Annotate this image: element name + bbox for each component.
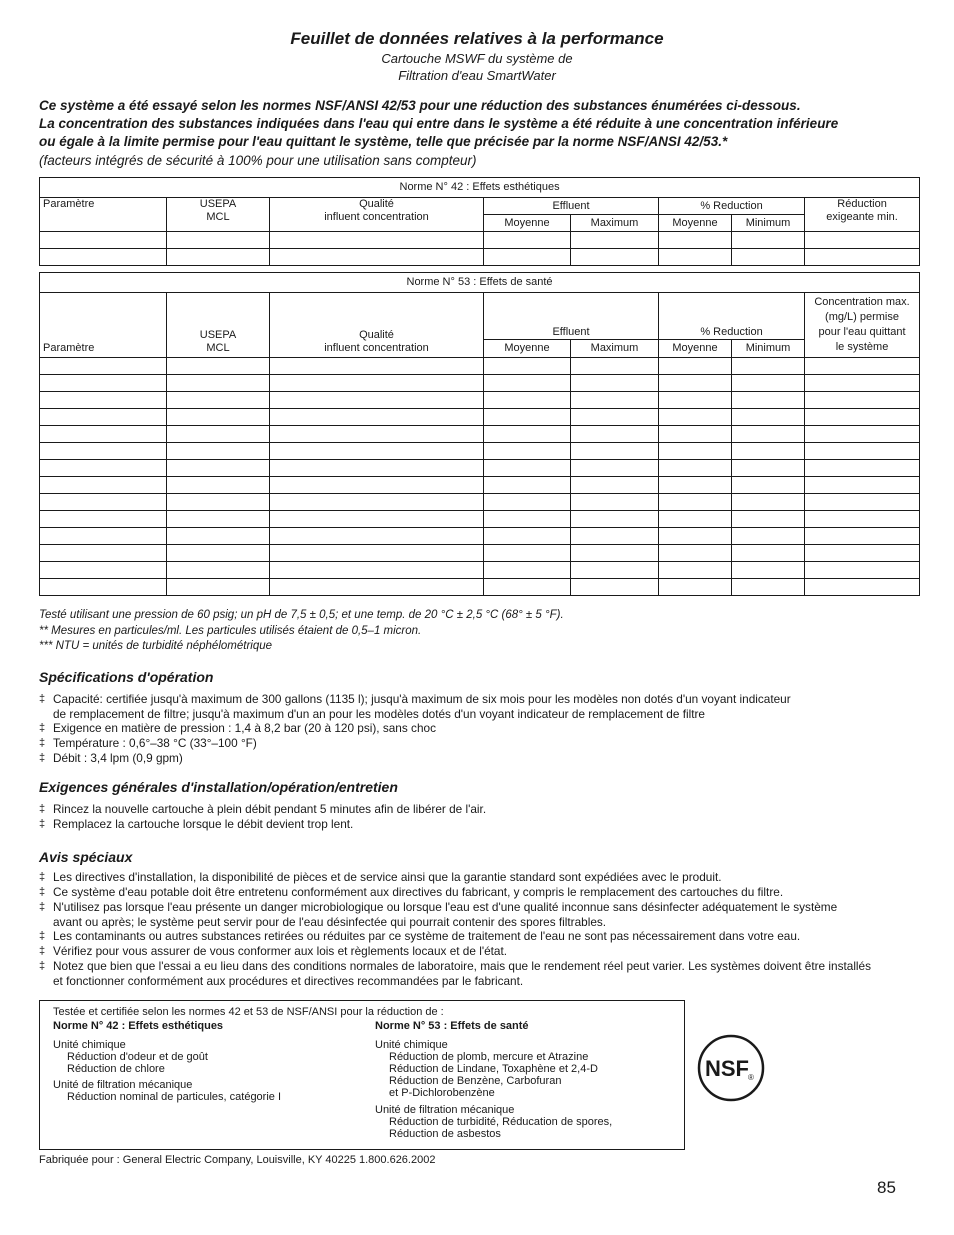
page-title: Feuillet de données relatives à la performance (290, 29, 664, 48)
table-cell (805, 494, 920, 511)
table-cell (484, 545, 571, 562)
table-cell (40, 579, 167, 596)
cert-right-chem-item: Réduction de Benzène, Carbofuran (389, 1075, 562, 1087)
table-cell (484, 460, 571, 477)
table-cell (571, 477, 659, 494)
table-cell (40, 375, 167, 392)
table-cell (732, 426, 805, 443)
table-row (40, 358, 920, 375)
table-cell (270, 358, 484, 375)
table-cell (484, 375, 571, 392)
page: Feuillet de données relatives à la performance Cartouche MSWF du système de Filtration d'eau SmartWater Ce système a été essayé selon les normes NSF/ANSI 42/53 pour une réduction des substances énumérées ci-dessous. La concentration des substances indiquées dans l'eau qui entre dans le système a été réduite à une concentration inférieure ou égale à la limite permise pour l'eau quittant le système, telle que précisée par la norme NSF/ANSI 42/53.* (facteurs intégrés de sécurité à 100% pour une utilisation sans compteur) Norme N° 42 : Effets esthétiques Paramètre USEPA MCL Qualité influent concentration Effluent % Reduction Réduction exigeante min. Moyenne Maximum Moyenne Minimum Norme N° 53 : Effets de santé Paramètre USEPA MCL Qualité influent concentration Effluent % Reduction Concentration max. (mg/L) permise pour l'eau quittant le système Moyenne Maximum Moyenne Minimum Testé utilisant une pression de 60 psig; un pH de 7,5 ± 0,5; et une temp. de 20 °C ± 2,5 °C (68° ± 5 °F). ** Mesures en particules/ml. Les particules utilisés étaient de 0,5–1 micron. *** NTU = unités de turbidité néphélométrique Spécifications d'opération ‡ Capacité: certifiée jusqu'à maximum de 300 gallons (1135 l); jusqu'à maximum de six mois pour les modèles non dotés d'un voyant indicateur de remplacement de filtre; jusqu'à maximum d'un an pour les modèles dotés d'un voyant indicateur de remplacement de filtre ‡ Exigence en matière de pression : 1,4 à 8,2 bar (20 à 120 psi), sans choc ‡ Température : 0,6°–38 °C (33°–100 °F) ‡ Débit : 3,4 lpm (0,9 gpm) Exigences générales d'installation/opération/entretien ‡ Rincez la nouvelle cartouche à plein débit pendant 5 minutes afin de libérer de l'air. ‡ Remplacez la cartouche lorsque le débit devient trop lent. Avis spéciaux ‡ Les directives d'installation, la disponibilité de pièces et de service ainsi que la garantie standard sont expédiées avec le produit. ‡ Ce système d'eau potable doit être entretenu conformément aux directives du fabricant, y compris le remplacement des cartouches du filtre. ‡ N'utilisez pas lorsque l'eau présente un danger microbiologique ou lorsque l'eau est d'une qualité inconnue sans désinfecter adéquatement le système avant ou après; le système peut servir pour de l'eau désinfectée qui pourrait contenir des spores filtrables. ‡ Les contaminants ou autres substances retirées ou réduites par ce système de traitement de l'eau ne sont pas nécessairement dans votre eau. ‡ Vérifiez pour vous assurer de vous conformer aux lois et règlements locaux et de l'état. ‡ Notez que bien que l'essai a eu lieu dans des conditions normales de laboratoire, mais que le rendement réel peut varier. Les systèmes doivent être installés et fonctionner conformément aux procédures et directives recommandées par le fabricant. Testée et certifiée selon les normes 42 et 53 de NSF/ANSI pour la réduction de : Norme N° 42 : Effets esthétiques Unité chimique Réduction d'odeur et de goût Réduction de chlore Unité de filtration mécanique Réduction nominal de particules, catégorie I Norme N° 53 : Effets de santé Unité chimique Réduction de plomb, mercure et Atrazine Réduction de Lindane, Toxaphène et 2,4-D Réduction de Benzène, Carbofuran et P-Dichlorobenzène Unité de filtration mécanique Réduction de turbidité, Réducation de spores, Réduction de asbestos NSF ® Fabriquée pour : General Electric Company, Louisville, KY 40225 1.800.626.2002 85 (0, 0, 954, 1235)
table-cell (805, 443, 920, 460)
svg-text:NSF: NSF (705, 1056, 749, 1081)
table-row (40, 477, 920, 494)
table-cell (40, 426, 167, 443)
table-cell (732, 375, 805, 392)
table-cell (484, 426, 571, 443)
header-minimum: Minimum (732, 340, 805, 358)
table-cell (805, 477, 920, 494)
table-cell (732, 409, 805, 426)
table-cell (659, 562, 732, 579)
table-cell (659, 477, 732, 494)
table-row (40, 443, 920, 460)
table-standard-42 (39, 177, 920, 266)
table-row (40, 392, 920, 409)
table-cell (571, 528, 659, 545)
cert-left-chem: Unité chimique (53, 1039, 126, 1051)
cert-right-mech-item: Réduction de turbidité, Réducation de spores, (389, 1116, 613, 1128)
table-cell (732, 477, 805, 494)
table-standard-53 (39, 272, 920, 596)
table-cell (805, 511, 920, 528)
table-cell (270, 392, 484, 409)
table-cell (40, 392, 167, 409)
table-cell (167, 249, 270, 266)
table-row (40, 494, 920, 511)
list-item: ‡ Capacité: certifiée jusqu'à maximum de 300 gallons (1135 l); jusqu'à maximum de six mois pour les modèles non dotés d'un voyant indicateur de remplacement de filtre; jusqu'à maximum d'un an pour les modèles dotés d'un voyant indicateur de remplacement de filtre (39, 692, 791, 721)
header-effluent: Effluent (484, 293, 659, 340)
header-parameter: Paramètre (40, 198, 167, 232)
intro-line2: La concentration des substances indiquées dans l'eau qui entre dans le système a été réduite à une concentration inférieure (39, 116, 839, 131)
table-cell (167, 443, 270, 460)
header-quality: Qualité influent concentration (270, 293, 484, 358)
table-cell (484, 494, 571, 511)
table-cell (40, 545, 167, 562)
table-row (40, 460, 920, 477)
table-cell (571, 232, 659, 249)
table-title: Norme N° 42 : Effets esthétiques (40, 178, 920, 198)
table-row (40, 426, 920, 443)
cert-left-heading: Norme N° 42 : Effets esthétiques (53, 1020, 224, 1032)
table-cell (732, 392, 805, 409)
table-cell (732, 579, 805, 596)
table-cell (571, 545, 659, 562)
cert-left-chem-item: Réduction de chlore (67, 1063, 165, 1075)
table-cell (40, 562, 167, 579)
table-row (40, 528, 920, 545)
table-cell (571, 494, 659, 511)
table-cell (659, 375, 732, 392)
table-row (40, 511, 920, 528)
header-average: Moyenne (484, 340, 571, 358)
table-cell (659, 392, 732, 409)
table-cell (659, 494, 732, 511)
table-cell (805, 409, 920, 426)
table-cell (270, 409, 484, 426)
header-average: Moyenne (659, 340, 732, 358)
table-cell (270, 443, 484, 460)
dagger-bullet: ‡ (39, 722, 46, 734)
table-cell (732, 562, 805, 579)
section-heading-notices: Avis spéciaux (39, 849, 133, 865)
table-cell (167, 409, 270, 426)
page-number: 85 (877, 1178, 896, 1197)
section-heading-installation: Exigences générales d'installation/opération/entretien (39, 779, 398, 795)
dagger-bullet: ‡ (39, 818, 46, 830)
table-cell (484, 249, 571, 266)
table-cell (167, 375, 270, 392)
table-cell (659, 511, 732, 528)
table-cell (805, 249, 920, 266)
header-average: Moyenne (484, 215, 571, 232)
table-cell (659, 460, 732, 477)
table-cell (484, 579, 571, 596)
table-cell (571, 375, 659, 392)
table-cell (571, 579, 659, 596)
header-usepa: USEPA MCL (167, 293, 270, 358)
table-cell (40, 494, 167, 511)
dagger-bullet: ‡ (39, 752, 46, 764)
table-cell (732, 460, 805, 477)
table-row (40, 232, 920, 249)
table-row (40, 562, 920, 579)
table-cell (571, 409, 659, 426)
table-cell (659, 232, 732, 249)
table-cell (270, 460, 484, 477)
table-row (40, 409, 920, 426)
table-cell (167, 528, 270, 545)
table-cell (167, 562, 270, 579)
header-reduction: % Reduction (659, 198, 805, 215)
cert-left-mech: Unité de filtration mécanique (53, 1079, 193, 1091)
table-cell (571, 562, 659, 579)
table-cell (484, 232, 571, 249)
table-cell (659, 528, 732, 545)
table-cell (484, 443, 571, 460)
table-cell (40, 249, 167, 266)
table-cell (40, 232, 167, 249)
page-subtitle-line1: Cartouche MSWF du système de (381, 51, 573, 66)
table-cell (805, 232, 920, 249)
table-cell (571, 392, 659, 409)
table-cell (40, 528, 167, 545)
table-cell (732, 358, 805, 375)
table-cell (484, 562, 571, 579)
table-cell (484, 528, 571, 545)
table-cell (270, 528, 484, 545)
table-cell (167, 494, 270, 511)
table-cell (40, 477, 167, 494)
table-cell (167, 392, 270, 409)
page-subtitle-line2: Filtration d'eau SmartWater (398, 68, 556, 83)
dagger-bullet: ‡ (39, 901, 46, 913)
cert-right-chem: Unité chimique (375, 1039, 448, 1051)
table-cell (732, 249, 805, 266)
footnote-particles: ** Mesures en particules/ml. Les particules utilisés étaient de 0,5–1 micron. (39, 625, 422, 637)
dagger-bullet: ‡ (39, 960, 46, 972)
table-cell (270, 511, 484, 528)
table-cell (571, 358, 659, 375)
header-maximum: Maximum (571, 215, 659, 232)
table-cell (40, 409, 167, 426)
svg-text:®: ® (748, 1073, 754, 1082)
cert-right-chem-item: et P-Dichlorobenzène (389, 1087, 495, 1099)
table-cell (805, 460, 920, 477)
table-cell (40, 443, 167, 460)
table-cell (167, 545, 270, 562)
cert-left-mech-item: Réduction nominal de particules, catégorie I (67, 1091, 282, 1103)
nsf-logo (697, 1034, 765, 1102)
cert-intro: Testée et certifiée selon les normes 42 et 53 de NSF/ANSI pour la réduction de : (53, 1006, 444, 1018)
table-cell (571, 443, 659, 460)
table-cell (571, 511, 659, 528)
table-cell (659, 249, 732, 266)
cert-right-mech-item: Réduction de asbestos (389, 1128, 501, 1140)
table-cell (270, 545, 484, 562)
dagger-bullet: ‡ (39, 693, 46, 705)
table-cell (571, 460, 659, 477)
table-cell (270, 375, 484, 392)
table-cell (484, 511, 571, 528)
table-cell (484, 477, 571, 494)
table-cell (732, 545, 805, 562)
table-cell (270, 477, 484, 494)
table-cell (167, 358, 270, 375)
list-item: ‡ N'utilisez pas lorsque l'eau présente un danger microbiologique ou lorsque l'eau est d'une qualité inconnue sans désinfecter adéquatement le système avant ou après; le système peut servir pour de l'eau désinfectée qui pourrait contenir des spores filtrables. (39, 900, 838, 929)
table-title: Norme N° 53 : Effets de santé (40, 273, 920, 293)
section-heading-specifications: Spécifications d'opération (39, 669, 214, 685)
table-cell (484, 358, 571, 375)
table-cell (270, 249, 484, 266)
table-cell (270, 562, 484, 579)
footnote-ntu: *** NTU = unités de turbidité néphélométrique (39, 640, 273, 652)
table-cell (732, 528, 805, 545)
table-cell (270, 579, 484, 596)
header-average: Moyenne (659, 215, 732, 232)
table-cell (732, 494, 805, 511)
table-cell (484, 409, 571, 426)
table-cell (805, 375, 920, 392)
table-cell (270, 232, 484, 249)
table-cell (659, 579, 732, 596)
table-cell (659, 545, 732, 562)
table-cell (167, 511, 270, 528)
header-quality: Qualité influent concentration (270, 198, 484, 232)
table-cell (659, 443, 732, 460)
table-cell (167, 232, 270, 249)
header-maximum: Maximum (571, 340, 659, 358)
table-cell (167, 579, 270, 596)
table-row (40, 545, 920, 562)
dagger-bullet: ‡ (39, 886, 46, 898)
dagger-bullet: ‡ (39, 871, 46, 883)
dagger-bullet: ‡ (39, 945, 46, 957)
table-cell (40, 511, 167, 528)
dagger-bullet: ‡ (39, 803, 46, 815)
table-row (40, 375, 920, 392)
header-parameter: Paramètre (40, 293, 167, 358)
dagger-bullet: ‡ (39, 737, 46, 749)
table-cell (167, 477, 270, 494)
table-row (40, 579, 920, 596)
cert-left-chem-item: Réduction d'odeur et de goût (67, 1051, 208, 1063)
cert-right-heading: Norme N° 53 : Effets de santé (375, 1020, 529, 1032)
header-reduction: % Reduction (659, 293, 805, 340)
table-cell (571, 249, 659, 266)
cert-right-mech: Unité de filtration mécanique (375, 1104, 515, 1116)
table-cell (167, 460, 270, 477)
table-cell (571, 426, 659, 443)
header-minimum: Minimum (732, 215, 805, 232)
footnote-test-conditions: Testé utilisant une pression de 60 psig; un pH de 7,5 ± 0,5; et une temp. de 20 °C ± 2,5 °C (68° ± 5 °F). (39, 609, 564, 621)
intro-line1: Ce système a été essayé selon les normes NSF/ANSI 42/53 pour une réduction des substances énumérées ci-dessous. (39, 98, 801, 113)
table-cell (732, 443, 805, 460)
header-usepa: USEPA MCL (167, 198, 270, 232)
table-cell (805, 579, 920, 596)
list-item: ‡ Notez que bien que l'essai a eu lieu dans des conditions normales de laboratoire, mais que le rendement réel peut varier. Les systèmes doivent être installés et fonctionner conformément aux procédures et directives recommandées par le fabricant. (39, 959, 872, 988)
table-cell (805, 562, 920, 579)
table-cell (484, 392, 571, 409)
table-cell (270, 426, 484, 443)
table-cell (805, 426, 920, 443)
intro-line3: ou égale à la limite permise pour l'eau quittant le système, telle que précisée par la norme NSF/ANSI 42/53.* (39, 134, 728, 149)
table-cell (805, 358, 920, 375)
table-cell (805, 528, 920, 545)
table-cell (659, 409, 732, 426)
table-cell (732, 232, 805, 249)
table-cell (659, 358, 732, 375)
header-required: Réduction exigeante min. (805, 198, 920, 232)
dagger-bullet: ‡ (39, 930, 46, 942)
certification-box (39, 1000, 685, 1150)
header-effluent: Effluent (484, 198, 659, 215)
table-cell (167, 426, 270, 443)
table-cell (659, 426, 732, 443)
table-cell (40, 460, 167, 477)
header-max-concentration: Concentration max. (mg/L) permise pour l'eau quittant le système (805, 293, 920, 358)
table-cell (270, 494, 484, 511)
intro-note: (facteurs intégrés de sécurité à 100% pour une utilisation sans compteur) (39, 153, 477, 168)
table-row (40, 249, 920, 266)
cert-right-chem-item: Réduction de Lindane, Toxaphène et 2,4-D (389, 1063, 598, 1075)
table-cell (805, 545, 920, 562)
table-cell (732, 511, 805, 528)
cert-right-chem-item: Réduction de plomb, mercure et Atrazine (389, 1051, 589, 1063)
table-cell (40, 358, 167, 375)
table-cell (805, 392, 920, 409)
manufacturer-line: Fabriquée pour : General Electric Company, Louisville, KY 40225 1.800.626.2002 (39, 1154, 436, 1166)
